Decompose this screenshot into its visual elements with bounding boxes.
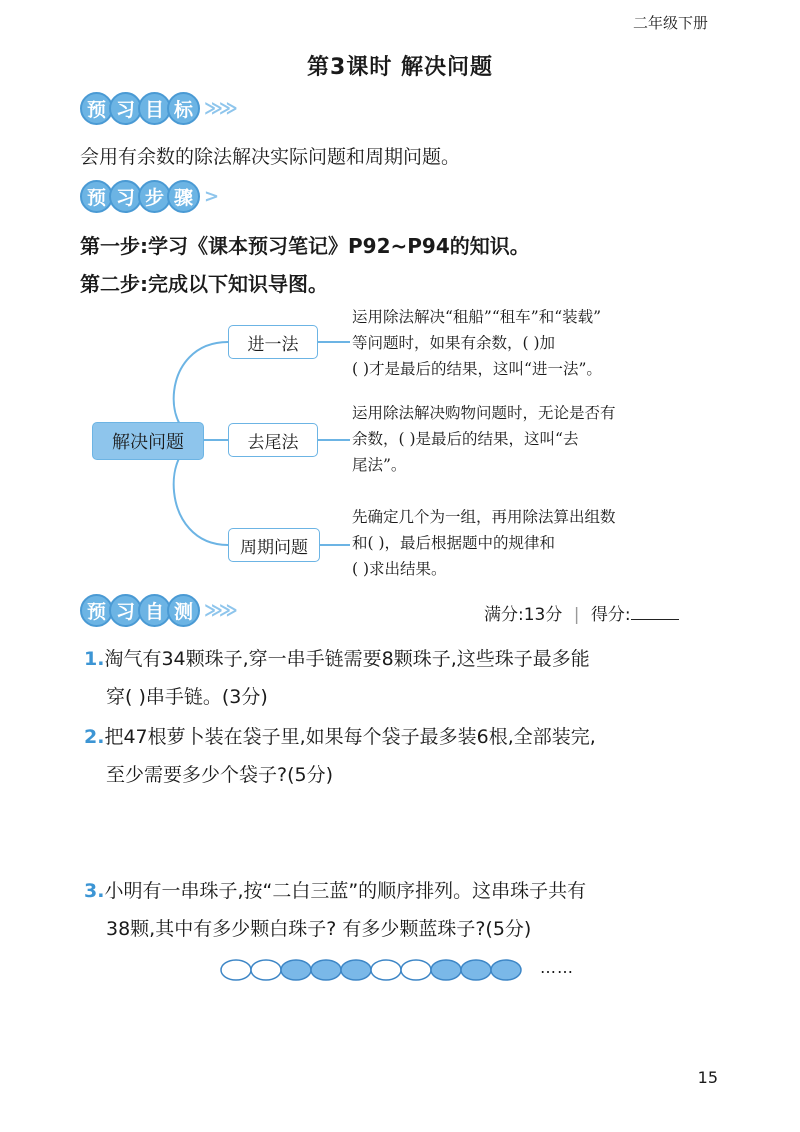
mindmap-root: 解决问题 — [92, 422, 204, 460]
question-2: 2.把47根萝卜装在袋子里,如果每个袋子最多装6根,全部装完, 至少需要多少个袋子?(5分) — [84, 726, 596, 786]
mindmap-desc-period: 先确定几个为一组，再用除法算出组数 和( )，最后根据题中的规律和 ( )求出结果。 — [352, 508, 616, 578]
white-bead — [371, 960, 401, 980]
full-score: 满分:13分 — [484, 605, 563, 625]
section-char: 测 — [167, 594, 200, 627]
grade-label: 二年级下册 — [632, 14, 708, 32]
double-chevron-icon: ≫≫ — [204, 97, 234, 119]
page-number: 15 — [697, 1068, 718, 1087]
section-char: 习 — [109, 92, 142, 125]
section-char: 骤 — [167, 180, 200, 213]
goal-text: 会用有余数的除法解决实际问题和周期问题。 — [80, 146, 461, 168]
score-line — [484, 600, 679, 625]
step-2: 第二步:完成以下知识导图。 — [80, 272, 328, 296]
bead-row — [220, 956, 540, 984]
section-char: 目 — [138, 92, 171, 125]
blue-bead — [431, 960, 461, 980]
score-blank[interactable] — [631, 619, 679, 620]
question-number: 1. — [84, 648, 105, 670]
blue-bead — [281, 960, 311, 980]
page-title: 第3课时 解决问题 — [307, 55, 493, 80]
section-char: 习 — [109, 180, 142, 213]
mindmap-branch-ceil: 进一法 — [228, 325, 318, 359]
blue-bead — [311, 960, 341, 980]
blue-bead — [341, 960, 371, 980]
bead-ellipsis: …… — [540, 958, 574, 977]
blue-bead — [491, 960, 521, 980]
question-3: 3.小明有一串珠子,按“二白三蓝”的顺序排列。这串珠子共有 38颗,其中有多少颗白珠子? 有多少颗蓝珠子?(5分) — [84, 880, 587, 940]
score-separator: | — [573, 605, 580, 625]
section-char: 习 — [109, 594, 142, 627]
white-bead — [221, 960, 251, 980]
section-char: 预 — [80, 180, 113, 213]
chevron-icon: > — [204, 185, 216, 207]
section-char: 预 — [80, 92, 113, 125]
step-1: 第一步:学习《课本预习笔记》P92~P94的知识。 — [80, 234, 530, 258]
mindmap-branch-period: 周期问题 — [228, 528, 320, 562]
mindmap-desc-floor: 运用除法解决购物问题时，无论是否有 余数，( )是最后的结果，这叫“去 尾法”。 — [352, 404, 616, 474]
blue-bead — [461, 960, 491, 980]
white-bead — [401, 960, 431, 980]
mindmap-branch-floor: 去尾法 — [228, 423, 318, 457]
section-char: 自 — [138, 594, 171, 627]
score-label: 得分: — [590, 605, 631, 625]
section-header-test — [80, 592, 234, 628]
mindmap-desc-ceil: 运用除法解决“租船”“租车”和“装载” 等问题时，如果有余数，( )加 ( )才是最后的结果，这叫“进一法”。 — [352, 308, 602, 378]
question-1: 1.淘气有34颗珠子,穿一串手链需要8颗珠子,这些珠子最多能 穿( )串手链。(3分) — [84, 648, 590, 708]
double-chevron-icon: ≫≫ — [204, 599, 234, 621]
section-char: 标 — [167, 92, 200, 125]
question-number: 2. — [84, 726, 105, 748]
question-number: 3. — [84, 880, 105, 902]
section-char: 预 — [80, 594, 113, 627]
white-bead — [251, 960, 281, 980]
section-char: 步 — [138, 180, 171, 213]
